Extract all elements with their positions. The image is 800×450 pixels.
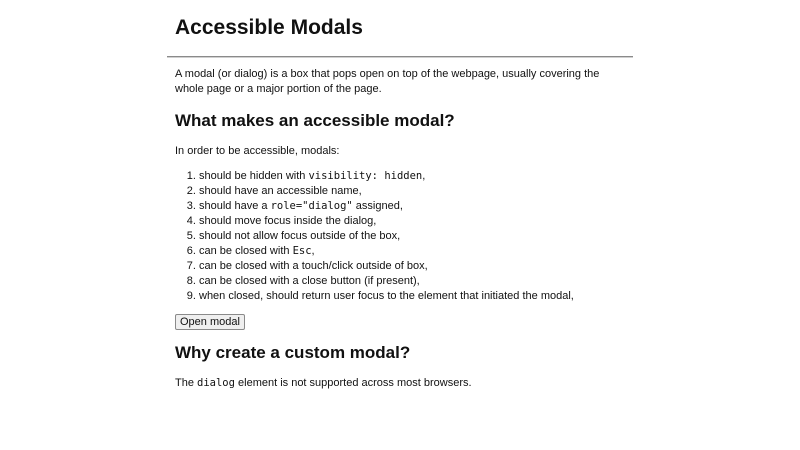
text: assigned, — [352, 200, 403, 212]
code: role="dialog" — [270, 200, 353, 212]
text: should move focus inside the dialog, — [199, 215, 377, 227]
list-item — [199, 184, 574, 199]
text: can be closed with a close button (if present), — [199, 275, 420, 287]
list-item — [199, 214, 574, 229]
text: should have an accessible name, — [199, 185, 362, 197]
intro-paragraph: A modal (or dialog) is a box that pops open on top of the webpage, usually covering the whole page or a major portion of the page. — [175, 68, 600, 95]
text: should have a — [199, 200, 271, 212]
list-item — [199, 289, 574, 304]
text: , — [422, 170, 426, 182]
text: The — [175, 377, 198, 389]
code: Esc — [292, 245, 312, 257]
section-heading-custom: Why create a custom modal? — [175, 343, 411, 362]
text: when closed, should return user focus to the element that initiated the modal, — [199, 290, 574, 302]
text: can be closed with — [199, 245, 293, 257]
page-title: Accessible Modals — [175, 16, 363, 39]
open-modal-button[interactable]: Open modal — [175, 314, 245, 330]
text: element is not supported across most browsers. — [234, 377, 472, 389]
text: can be closed with a touch/click outside of box, — [199, 260, 428, 272]
divider — [167, 56, 633, 58]
list-item — [199, 229, 574, 244]
list-item — [199, 274, 574, 289]
section-heading-accessible: What makes an accessible modal? — [175, 111, 455, 130]
text: , — [311, 245, 315, 257]
dialog-support-paragraph — [175, 376, 472, 391]
section-lead: In order to be accessible, modals: — [175, 145, 340, 157]
code: dialog — [197, 377, 235, 389]
list-item — [199, 169, 574, 184]
list-item — [199, 259, 574, 274]
code: visibility: hidden — [308, 170, 423, 182]
text: should be hidden with — [199, 170, 309, 182]
text: should not allow focus outside of the box, — [199, 230, 401, 242]
requirements-list — [175, 169, 574, 304]
list-item — [199, 199, 574, 214]
list-item — [199, 244, 574, 259]
